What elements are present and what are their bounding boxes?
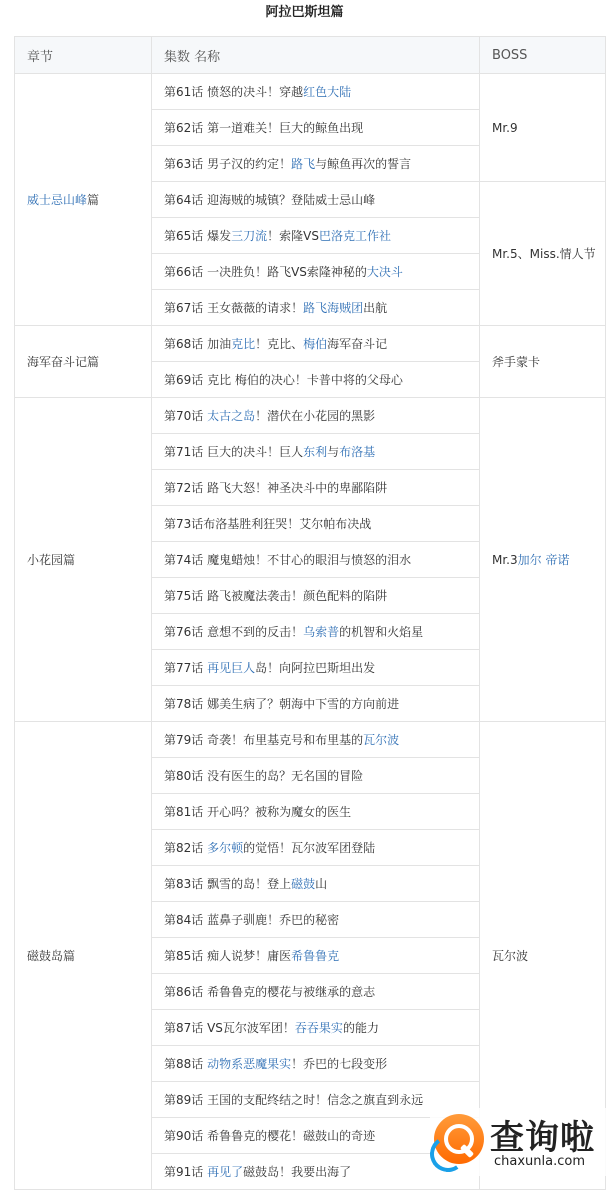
chapter-cell <box>15 74 152 326</box>
wiki-link[interactable]: 威士忌山峰 <box>27 193 88 207</box>
episode-cell <box>152 110 480 146</box>
episode-cell <box>152 290 480 326</box>
wiki-link[interactable]: 太古之岛 <box>207 409 256 423</box>
episode-cell <box>152 758 480 794</box>
cell-text: 第70话 <box>164 409 208 423</box>
cell-text: 第69话 克比 梅伯的决心！卡普中将的父母心 <box>164 373 403 387</box>
page-title: 阿拉巴斯坦篇 <box>265 5 344 20</box>
cell-text: 第63话 男子汉的约定！ <box>164 157 292 171</box>
cell-text: ！乔巴的七段变形 <box>291 1057 388 1071</box>
cell-text: 第61话 愤怒的决斗！穿越 <box>164 85 304 99</box>
boss-cell <box>480 398 606 722</box>
wiki-link[interactable]: 三刀流 <box>231 229 268 243</box>
magnifier-logo-icon <box>434 1114 484 1164</box>
cell-text: 第79话 奇袭！布里基克号和布里基的 <box>164 733 364 747</box>
wiki-link[interactable]: 梅伯 <box>303 337 328 351</box>
cell-text: 第65话 爆发 <box>164 229 232 243</box>
cell-text: 第64话 迎海贼的城镇？登陆威士忌山峰 <box>164 193 376 207</box>
cell-text: 第62话 第一道难关！巨大的鲸鱼出现 <box>164 121 364 135</box>
table-row <box>15 326 606 362</box>
cell-text: 第76话 意想不到的反击！ <box>164 625 304 639</box>
cell-text: Mr.9 <box>492 120 518 135</box>
header-episode-name: 集数 名称 <box>152 37 480 74</box>
episode-cell <box>152 938 480 974</box>
episode-cell <box>152 542 480 578</box>
wiki-link[interactable]: 红色大陆 <box>303 85 352 99</box>
episode-cell <box>152 866 480 902</box>
cell-text: 第81话 开心吗？被称为魔女的医生 <box>164 805 352 819</box>
episode-cell <box>152 74 480 110</box>
wiki-link[interactable]: 再见了 <box>207 1165 244 1179</box>
cell-text: 第77话 <box>164 661 208 675</box>
table-header-row <box>15 37 606 74</box>
table-row <box>15 722 606 758</box>
episode-cell <box>152 578 480 614</box>
table-row <box>15 398 606 434</box>
cell-text: 的能力 <box>342 1021 379 1035</box>
cell-text: 磁鼓岛！我要出海了 <box>243 1165 352 1179</box>
episode-cell <box>152 218 480 254</box>
cell-text: 山 <box>315 877 328 891</box>
cell-text: 斧手蒙卡 <box>492 355 541 369</box>
cell-text: 海军奋斗记 <box>327 337 388 351</box>
wiki-link[interactable]: 布洛基 <box>339 445 376 459</box>
episode-cell <box>152 722 480 758</box>
boss-cell <box>480 74 606 182</box>
wiki-link[interactable]: 克比 <box>231 337 256 351</box>
header-boss: BOSS <box>480 37 606 74</box>
cell-text: 第86话 希鲁鲁克的樱花与被继承的意志 <box>164 985 376 999</box>
cell-text: Mr.3 <box>492 553 518 567</box>
watermark-url: chaxunla.com <box>494 1154 585 1169</box>
wiki-link[interactable]: 再见巨人 <box>207 661 256 675</box>
wiki-link[interactable]: 磁鼓 <box>291 877 316 891</box>
cell-text: ！克比、 <box>255 337 304 351</box>
cell-text: 第91话 <box>164 1165 208 1179</box>
cell-text: 瓦尔波 <box>492 949 529 963</box>
cell-text: 第73话布洛基胜利狂哭！艾尔帕布决战 <box>164 517 372 531</box>
cell-text: 与 <box>327 445 340 459</box>
cell-text: 岛！向阿拉巴斯坦出发 <box>255 661 376 675</box>
episode-cell <box>152 182 480 218</box>
episode-cell <box>152 398 480 434</box>
cell-text: 第87话 VS瓦尔波军团！ <box>164 1021 295 1035</box>
wiki-link[interactable]: 乌索普 <box>303 625 340 639</box>
wiki-link[interactable]: 多尔顿 <box>207 841 244 855</box>
table-body <box>15 74 606 1190</box>
cell-text: 第90话 希鲁鲁克的樱花！磁鼓山的奇迹 <box>164 1129 376 1143</box>
wiki-link[interactable]: 路飞海贼团 <box>303 301 364 315</box>
wiki-link[interactable]: 加尔 帝诺 <box>517 553 570 567</box>
cell-text: 第83话 飘雪的岛！登上 <box>164 877 292 891</box>
table-row <box>15 74 606 110</box>
cell-text: 第75话 路飞被魔法袭击！颜色配料的陷阱 <box>164 589 388 603</box>
episode-cell <box>152 362 480 398</box>
wiki-link[interactable]: 动物系恶魔果实 <box>207 1057 292 1071</box>
wiki-link[interactable]: 希鲁鲁克 <box>291 949 340 963</box>
chapter-cell <box>15 722 152 1190</box>
cell-text: 第72话 路飞大怒！神圣决斗中的卑鄙陷阱 <box>164 481 388 495</box>
episode-cell <box>152 650 480 686</box>
boss-cell <box>480 182 606 326</box>
cell-text: 出航 <box>363 301 388 315</box>
episode-cell <box>152 1010 480 1046</box>
cell-text: 第80话 没有医生的岛？无名国的冒险 <box>164 769 364 783</box>
episode-cell <box>152 1046 480 1082</box>
episode-cell <box>152 974 480 1010</box>
episode-cell <box>152 254 480 290</box>
cell-text: 的觉悟！瓦尔波军团登陆 <box>243 841 376 855</box>
episode-cell <box>152 614 480 650</box>
cell-text: 的机智和火焰星 <box>339 625 424 639</box>
episode-cell <box>152 146 480 182</box>
cell-text: 第82话 <box>164 841 208 855</box>
cell-text: Mr.5、Miss.情人节 <box>492 247 596 261</box>
cell-text: ！潜伏在小花园的黑影 <box>255 409 376 423</box>
cell-text: 第89话 王国的支配终结之时！信念之旗直到永远 <box>164 1093 424 1107</box>
wiki-link[interactable]: 大决斗 <box>366 265 403 279</box>
wiki-link[interactable]: 路飞 <box>291 157 316 171</box>
cell-text: 第71话 巨大的决斗！巨人 <box>164 445 304 459</box>
cell-text: 第88话 <box>164 1057 208 1071</box>
cell-text: 第78话 娜美生病了？朝海中下雪的方向前进 <box>164 697 400 711</box>
episode-cell <box>152 506 480 542</box>
cell-text: 第84话 蓝鼻子驯鹿！乔巴的秘密 <box>164 913 340 927</box>
watermark-name: 查询啦 <box>490 1118 595 1158</box>
episode-cell <box>152 686 480 722</box>
episode-cell <box>152 794 480 830</box>
cell-text: 磁鼓岛篇 <box>27 949 76 963</box>
cell-text: ！索隆VS <box>267 229 319 243</box>
cell-text: 小花园篇 <box>27 553 76 567</box>
episode-cell <box>152 470 480 506</box>
episode-cell <box>152 830 480 866</box>
header-chapter: 章节 <box>15 37 152 74</box>
cell-text: 第85话 痴人说梦！庸医 <box>164 949 292 963</box>
cell-text: 海军奋斗记篇 <box>27 355 100 369</box>
wiki-link[interactable]: 吞吞果实 <box>294 1021 343 1035</box>
watermark-logo <box>430 1108 608 1176</box>
cell-text: 与鲸鱼再次的誓言 <box>315 157 412 171</box>
episode-table <box>14 36 606 1190</box>
cell-text: 第67话 王女薇薇的请求！ <box>164 301 304 315</box>
episode-cell <box>152 434 480 470</box>
cell-text: 第74话 魔鬼蜡烛！不甘心的眼泪与愤怒的泪水 <box>164 553 412 567</box>
chapter-cell <box>15 326 152 398</box>
episode-cell <box>152 902 480 938</box>
chapter-cell <box>15 398 152 722</box>
cell-text: 第68话 加油 <box>164 337 232 351</box>
wiki-link[interactable]: 巴洛克工作社 <box>318 229 391 243</box>
episode-cell <box>152 326 480 362</box>
wiki-link[interactable]: 东利 <box>303 445 328 459</box>
boss-cell <box>480 326 606 398</box>
wiki-link[interactable]: 瓦尔波 <box>363 733 400 747</box>
cell-text: 篇 <box>87 193 100 207</box>
cell-text: 第66话 一决胜负！路飞VS索隆神秘的 <box>164 265 367 279</box>
